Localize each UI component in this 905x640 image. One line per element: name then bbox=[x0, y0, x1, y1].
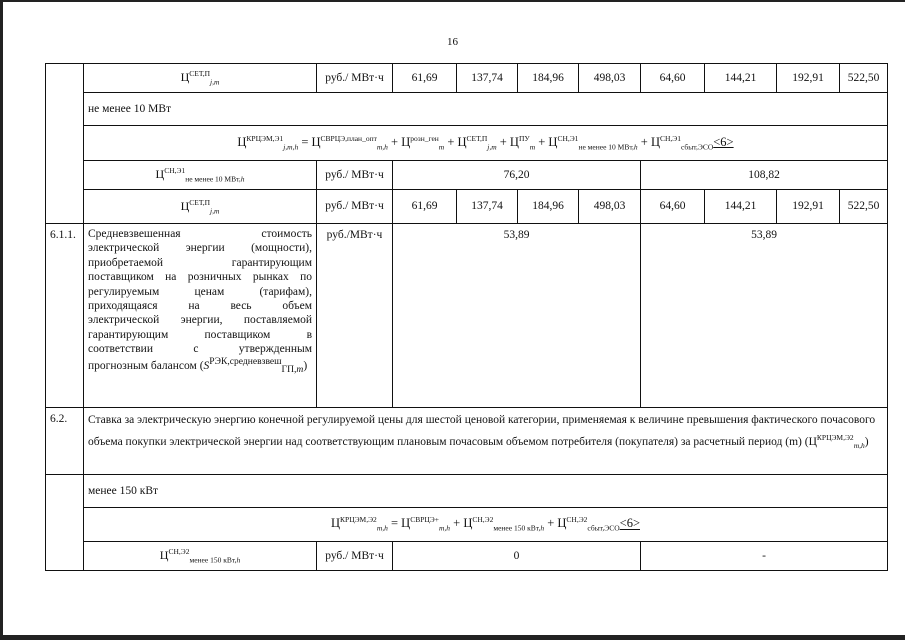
value-cell: 64,60 bbox=[641, 190, 705, 224]
symbol-tset-p: $Ц^{СЕТ,П}_{j,m}$ bbox=[84, 64, 317, 93]
page-number: 16 bbox=[447, 36, 458, 48]
table-row bbox=[46, 224, 888, 408]
table-row bbox=[46, 542, 888, 571]
scan-border-bottom bbox=[0, 635, 905, 640]
table-row bbox=[46, 508, 888, 542]
unit-cell: руб./ МВт·ч bbox=[317, 64, 393, 93]
value-cell: 144,21 bbox=[705, 64, 777, 93]
value-cell: 192,91 bbox=[777, 64, 840, 93]
value-cell: 137,74 bbox=[457, 190, 518, 224]
value-cell: 498,03 bbox=[579, 190, 641, 224]
unit-cell: руб./МВт·ч bbox=[317, 224, 393, 408]
number-cell bbox=[46, 475, 84, 571]
number-cell bbox=[46, 64, 84, 224]
item-number: 6.2. bbox=[46, 408, 84, 475]
text-line: приходящаяся на весь объем bbox=[88, 299, 312, 312]
item-description bbox=[84, 224, 317, 408]
footnote-ref: <6> bbox=[619, 516, 640, 531]
table-row bbox=[46, 64, 888, 93]
text-line: регулируемым ценам (тарифам), bbox=[88, 285, 312, 298]
value-cell: 522,50 bbox=[840, 190, 888, 224]
value-cell: 61,69 bbox=[393, 190, 457, 224]
value-cell: - bbox=[641, 542, 888, 571]
symbol-tset-p: $Ц^{СЕТ,П}_{j,m}$ bbox=[84, 190, 317, 224]
text-line: гарантирующим поставщиком в bbox=[88, 328, 312, 341]
category-label: не менее 10 МВт bbox=[84, 93, 888, 126]
symbol-sn-e1: $Ц^{СН,Э1}_{не менее 10 МВт,h}$ bbox=[84, 161, 317, 190]
value-cell: 76,20 bbox=[393, 161, 641, 190]
table-row bbox=[46, 126, 888, 161]
value-cell: 137,74 bbox=[457, 64, 518, 93]
category-label: менее 150 кВт bbox=[84, 475, 888, 508]
formula-e1: $Ц^{КРЦЭМ,Э1}_{j,m,h} = Ц^{СВРЦЭ,план\_опт}_{m,h} + Ц^{розн\_ген}_m + Ц^{СЕТ,П}_{j,m} + Ц^{ПУ}_m + Ц^{СН,Э1}_{не менее 10 МВт,h} + Ц^{СН,Э1}_{сбыт,ЭСО}<6>$ bbox=[84, 126, 888, 161]
unit-cell: руб./ МВт·ч bbox=[317, 161, 393, 190]
formula-e2: $Ц^{КРЦЭМ,Э2}_{m,h} = Ц^{СВРЦЭ+}_{m,h} + Ц^{СН,Э2}_{менее 150 кВт,h} + Ц^{СН,Э2}_{сбыт,ЭСО}<6>$ bbox=[84, 508, 888, 542]
value-cell: 61,69 bbox=[393, 64, 457, 93]
value-cell: 192,91 bbox=[777, 190, 840, 224]
value-cell: 498,03 bbox=[579, 64, 641, 93]
text-line: приобретаемой гарантирующим bbox=[88, 256, 312, 269]
unit-cell: руб./ МВт·ч bbox=[317, 542, 393, 571]
value-cell: 108,82 bbox=[641, 161, 888, 190]
value-cell: 0 bbox=[393, 542, 641, 571]
text-line: электрической энергии (мощности), bbox=[88, 242, 312, 255]
value-cell: 184,96 bbox=[518, 64, 579, 93]
scan-border-left bbox=[0, 0, 3, 640]
value-cell: 53,89 bbox=[641, 224, 888, 408]
value-cell: 144,21 bbox=[705, 190, 777, 224]
table-row bbox=[46, 190, 888, 224]
table-row bbox=[46, 475, 888, 508]
table-row bbox=[46, 161, 888, 190]
table-row bbox=[46, 408, 888, 475]
item-description: Ставка за электрическую энергию конечной регулируемой цены для шестой ценовой категории, применяемая к величине превышения фактического почасового объема покупки электрической энергии над соответствующим плановым почасовым объемом потребителя (покупателя) за расчетный период (m) $(Ц^{КРЦЭМ,Э2}_{m,h})$ bbox=[84, 408, 888, 475]
value-cell: 53,89 bbox=[393, 224, 641, 408]
symbol-sn-e2: $Ц^{СН,Э2}_{менее 150 кВт,h}$ bbox=[84, 542, 317, 571]
scan-border-top bbox=[0, 0, 905, 2]
text-line-last: прогнозным балансом $(S^{РЭК,средневзвеш}_{ГП,m})$ bbox=[88, 356, 308, 376]
table-row bbox=[46, 93, 888, 126]
text-line: Средневзвешенная стоимость bbox=[88, 228, 312, 240]
value-cell: 522,50 bbox=[840, 64, 888, 93]
tariff-table bbox=[45, 63, 888, 571]
unit-cell: руб./ МВт·ч bbox=[317, 190, 393, 224]
footnote-ref: <6> bbox=[713, 135, 734, 150]
value-cell: 64,60 bbox=[641, 64, 705, 93]
text-line: поставщиком на розничных рынках по bbox=[88, 271, 312, 284]
value-cell: 184,96 bbox=[518, 190, 579, 224]
text-line: соответствии с утвержденным bbox=[88, 343, 312, 355]
text-line: электрической энергии, поставляемой bbox=[88, 314, 312, 327]
item-number: 6.1.1. bbox=[46, 224, 84, 408]
